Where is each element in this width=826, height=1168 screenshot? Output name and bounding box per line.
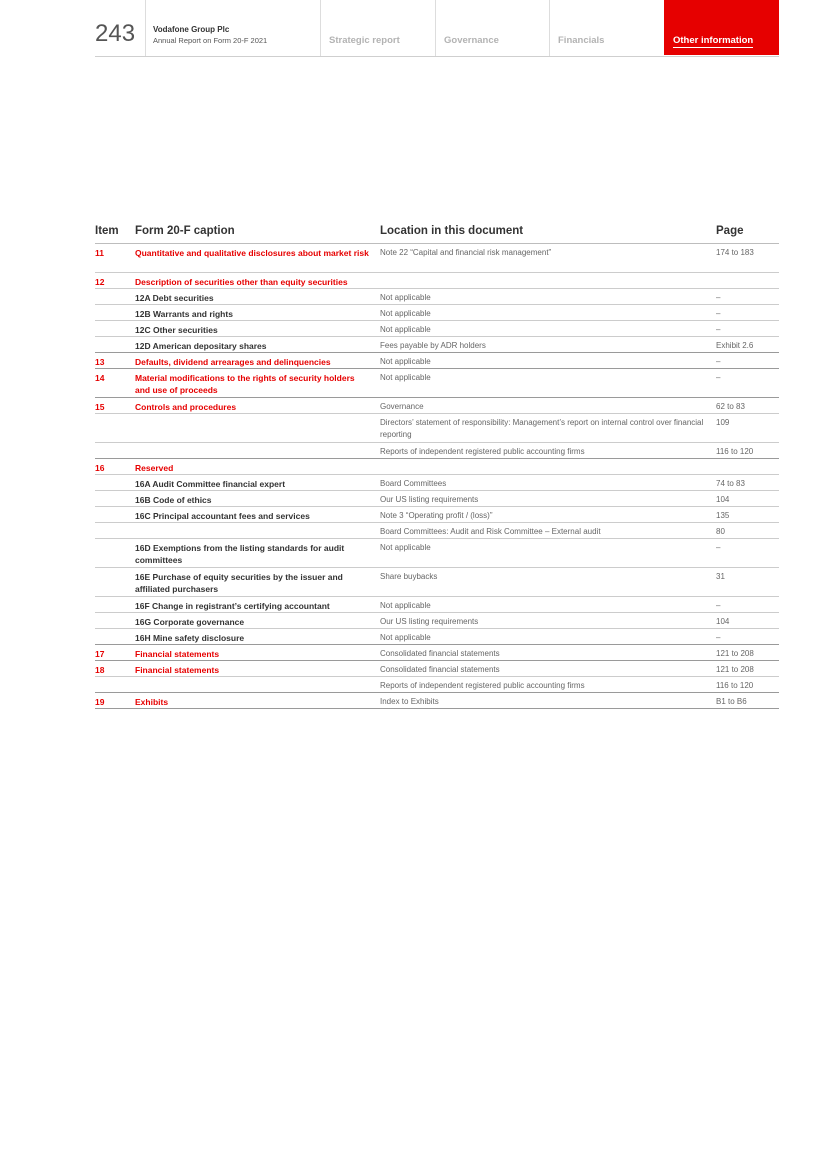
row-caption: Material modifications to the rights of security holders and use of proceeds xyxy=(135,373,355,395)
form-20f-cross-reference-table xyxy=(95,225,779,709)
header-divider xyxy=(320,0,321,56)
table-row xyxy=(95,369,779,398)
row-location: Consolidated financial statements xyxy=(380,649,500,658)
table-row xyxy=(95,645,779,661)
table-row xyxy=(95,244,779,273)
column-header-page: Page xyxy=(716,225,744,237)
header-divider xyxy=(549,0,550,56)
nav-financials[interactable]: Financials xyxy=(558,35,605,46)
table-row xyxy=(95,507,779,523)
table-row xyxy=(95,475,779,491)
company-name: Vodafone Group Plc xyxy=(153,25,230,34)
row-location: Board Committees: Audit and Risk Committee – External audit xyxy=(380,527,601,536)
row-page: – xyxy=(716,543,721,552)
row-location: Note 22 “Capital and financial risk management” xyxy=(380,248,552,257)
row-location: Not applicable xyxy=(380,325,431,334)
table-row xyxy=(95,568,779,597)
row-location: Not applicable xyxy=(380,543,431,552)
row-location: Not applicable xyxy=(380,373,431,382)
row-caption: 16A Audit Committee financial expert xyxy=(135,479,286,489)
column-header-item: Item xyxy=(95,225,119,237)
column-header-caption: Form 20-F caption xyxy=(135,225,235,237)
nav-other-information[interactable]: Other information xyxy=(673,35,754,46)
row-location: Note 3 “Operating profit / (loss)” xyxy=(380,511,493,520)
row-caption: Quantitative and qualitative disclosures about market risk xyxy=(135,248,369,258)
row-page: 135 xyxy=(716,511,730,520)
table-row xyxy=(95,289,779,305)
header-divider xyxy=(145,0,146,56)
row-caption: Exhibits xyxy=(135,697,169,707)
table-row xyxy=(95,661,779,677)
row-location: Fees payable by ADR holders xyxy=(380,341,486,350)
row-item-number: 13 xyxy=(95,357,105,367)
row-page: 104 xyxy=(716,495,730,504)
row-location: Not applicable xyxy=(380,633,431,642)
row-item-number: 19 xyxy=(95,697,105,707)
row-page: 116 to 120 xyxy=(716,447,754,456)
row-caption: 16F Change in registrant’s certifying accountant xyxy=(135,601,330,611)
page-header xyxy=(95,0,779,57)
row-page: – xyxy=(716,633,721,642)
report-title: Annual Report on Form 20-F 2021 xyxy=(153,36,268,45)
row-caption: 12C Other securities xyxy=(135,325,218,335)
row-caption: Financial statements xyxy=(135,665,220,675)
column-header-location: Location in this document xyxy=(380,225,524,237)
row-page: 62 to 83 xyxy=(716,402,745,411)
table-row xyxy=(95,539,779,568)
row-location: Governance xyxy=(380,402,424,411)
table-row xyxy=(95,273,779,289)
table-row xyxy=(95,321,779,337)
row-page: 80 xyxy=(716,527,725,536)
row-caption: Reserved xyxy=(135,463,174,473)
row-caption: 16G Corporate governance xyxy=(135,617,245,627)
table-row xyxy=(95,597,779,613)
row-page: 121 to 208 xyxy=(716,665,754,674)
table-row xyxy=(95,337,779,353)
row-page: 174 to 183 xyxy=(716,248,754,257)
row-location: Directors’ statement of responsibility: Management’s report on internal control over financial reporting xyxy=(380,418,704,439)
row-caption: Financial statements xyxy=(135,649,220,659)
row-caption: 16H Mine safety disclosure xyxy=(135,633,245,643)
row-caption: 12D American depositary shares xyxy=(135,341,267,351)
row-location: Our US listing requirements xyxy=(380,495,479,504)
table-row xyxy=(95,443,779,459)
row-page: – xyxy=(716,325,721,334)
row-caption: Defaults, dividend arrearages and delinquencies xyxy=(135,357,331,367)
table-row xyxy=(95,693,779,709)
header-divider xyxy=(435,0,436,56)
table-row xyxy=(95,305,779,321)
row-item-number: 18 xyxy=(95,665,105,675)
row-location: Consolidated financial statements xyxy=(380,665,500,674)
row-item-number: 17 xyxy=(95,649,105,659)
row-page: 104 xyxy=(716,617,730,626)
row-caption: Description of securities other than equity securities xyxy=(135,277,348,287)
row-page: 116 to 120 xyxy=(716,681,754,690)
row-item-number: 14 xyxy=(95,373,105,383)
row-location: Reports of independent registered public accounting firms xyxy=(380,681,585,690)
row-location: Our US listing requirements xyxy=(380,617,479,626)
row-location: Board Committees xyxy=(380,479,447,488)
row-location: Not applicable xyxy=(380,357,431,366)
table-row xyxy=(95,677,779,693)
table-row xyxy=(95,523,779,539)
row-caption: 12B Warrants and rights xyxy=(135,309,233,319)
row-page: – xyxy=(716,601,721,610)
row-page: Exhibit 2.6 xyxy=(716,341,754,350)
row-page: 121 to 208 xyxy=(716,649,754,658)
row-location: Index to Exhibits xyxy=(380,697,439,706)
row-location: Not applicable xyxy=(380,293,431,302)
row-location: Not applicable xyxy=(380,601,431,610)
row-location: Reports of independent registered public accounting firms xyxy=(380,447,585,456)
row-caption: Controls and procedures xyxy=(135,402,237,412)
row-page: – xyxy=(716,293,721,302)
row-page: B1 to B6 xyxy=(716,697,747,706)
row-caption: 16B Code of ethics xyxy=(135,495,212,505)
nav-strategic-report[interactable]: Strategic report xyxy=(329,35,400,46)
row-item-number: 15 xyxy=(95,402,105,412)
row-caption: 16E Purchase of equity securities by the issuer and affiliated purchasers xyxy=(135,572,343,594)
table-row xyxy=(95,613,779,629)
nav-governance[interactable]: Governance xyxy=(444,35,499,46)
table-body xyxy=(95,244,779,709)
table-row xyxy=(95,629,779,645)
table-row xyxy=(95,459,779,475)
row-page: 109 xyxy=(716,418,730,427)
row-page: – xyxy=(716,309,721,318)
row-page: – xyxy=(716,373,721,382)
row-item-number: 16 xyxy=(95,463,105,473)
table-row xyxy=(95,353,779,369)
table-row xyxy=(95,398,779,414)
row-page: 31 xyxy=(716,572,725,581)
row-caption: 12A Debt securities xyxy=(135,293,214,303)
table-row xyxy=(95,414,779,443)
row-page: – xyxy=(716,357,721,366)
table-header-row xyxy=(95,225,779,244)
row-location: Not applicable xyxy=(380,309,431,318)
row-caption: 16C Principal accountant fees and services xyxy=(135,511,310,521)
row-location: Share buybacks xyxy=(380,572,438,581)
row-caption: 16D Exemptions from the listing standards for audit committees xyxy=(135,543,345,565)
table-row xyxy=(95,491,779,507)
row-item-number: 12 xyxy=(95,277,105,287)
row-page: 74 to 83 xyxy=(716,479,745,488)
row-item-number: 11 xyxy=(95,248,104,258)
page-number: 243 xyxy=(95,20,136,47)
